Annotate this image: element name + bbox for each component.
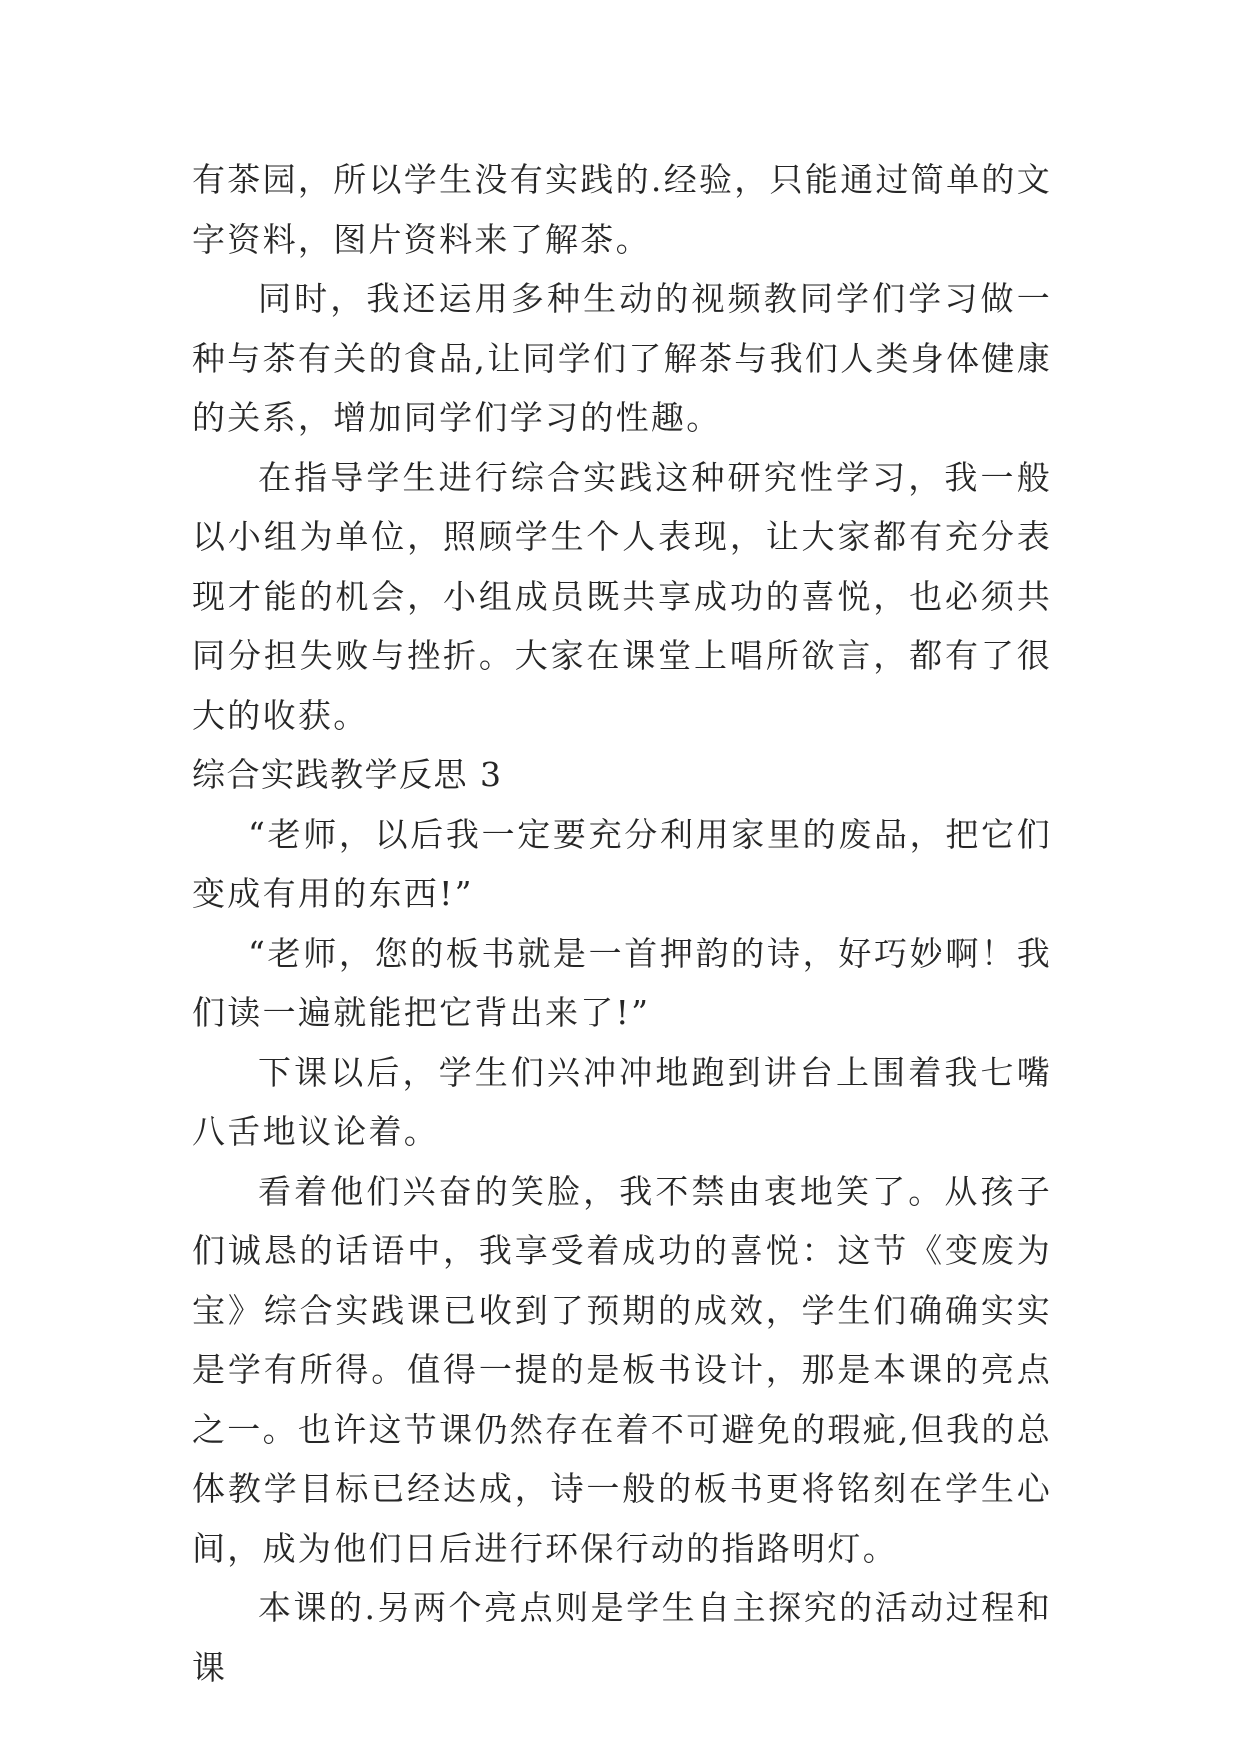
paragraph-reflection: 看着他们兴奋的笑脸，我不禁由衷地笑了。从孩子们诚恳的话语中，我享受着成功的喜悦：这节《变废为宝》综合实践课已收到了预期的成效，学生们确确实实是学有所得。值得一提的是板书设计，那是本课的亮点之一。也许这节课仍然存在着不可避免的瑕疵,但我的总体教学目标已经达成，诗一般的板书更将铭刻在学生心间，成为他们日后进行环保行动的指路明灯。	[192, 1171, 1052, 1568]
paragraph-tea-garden: 有茶园，所以学生没有实践的.经验，只能通过简单的文字资料，图片资料来了解茶。	[192, 160, 1052, 259]
paragraph-group-learning: 在指导学生进行综合实践这种研究性学习，我一般以小组为单位，照顾学生个人表现，让大家都有充分表现才能的机会，小组成员既共享成功的喜悦，也必须共同分担失败与挫折。大家在课堂上唱所欲言，都有了很大的收获。	[192, 457, 1052, 735]
paragraph-video-teaching: 同时，我还运用多种生动的视频教同学们学习做一种与茶有关的食品,让同学们了解茶与我们人类身体健康的关系，增加同学们学习的性趣。	[192, 279, 1052, 437]
paragraph-highlights: 本课的.另两个亮点则是学生自主探究的活动过程和课	[192, 1588, 1052, 1687]
section-heading: 综合实践教学反思 3	[192, 755, 503, 794]
document-body	[192, 150, 1052, 1697]
paragraph-student-quote-1: “老师，以后我一定要充分利用家里的废品，把它们变成有用的东西!”	[192, 814, 1052, 913]
paragraph-student-quote-2: “老师，您的板书就是一首押韵的诗，好巧妙啊！我们读一遍就能把它背出来了!”	[192, 933, 1052, 1032]
paragraph-after-class: 下课以后，学生们兴冲冲地跑到讲台上围着我七嘴八舌地议论着。	[192, 1052, 1052, 1151]
